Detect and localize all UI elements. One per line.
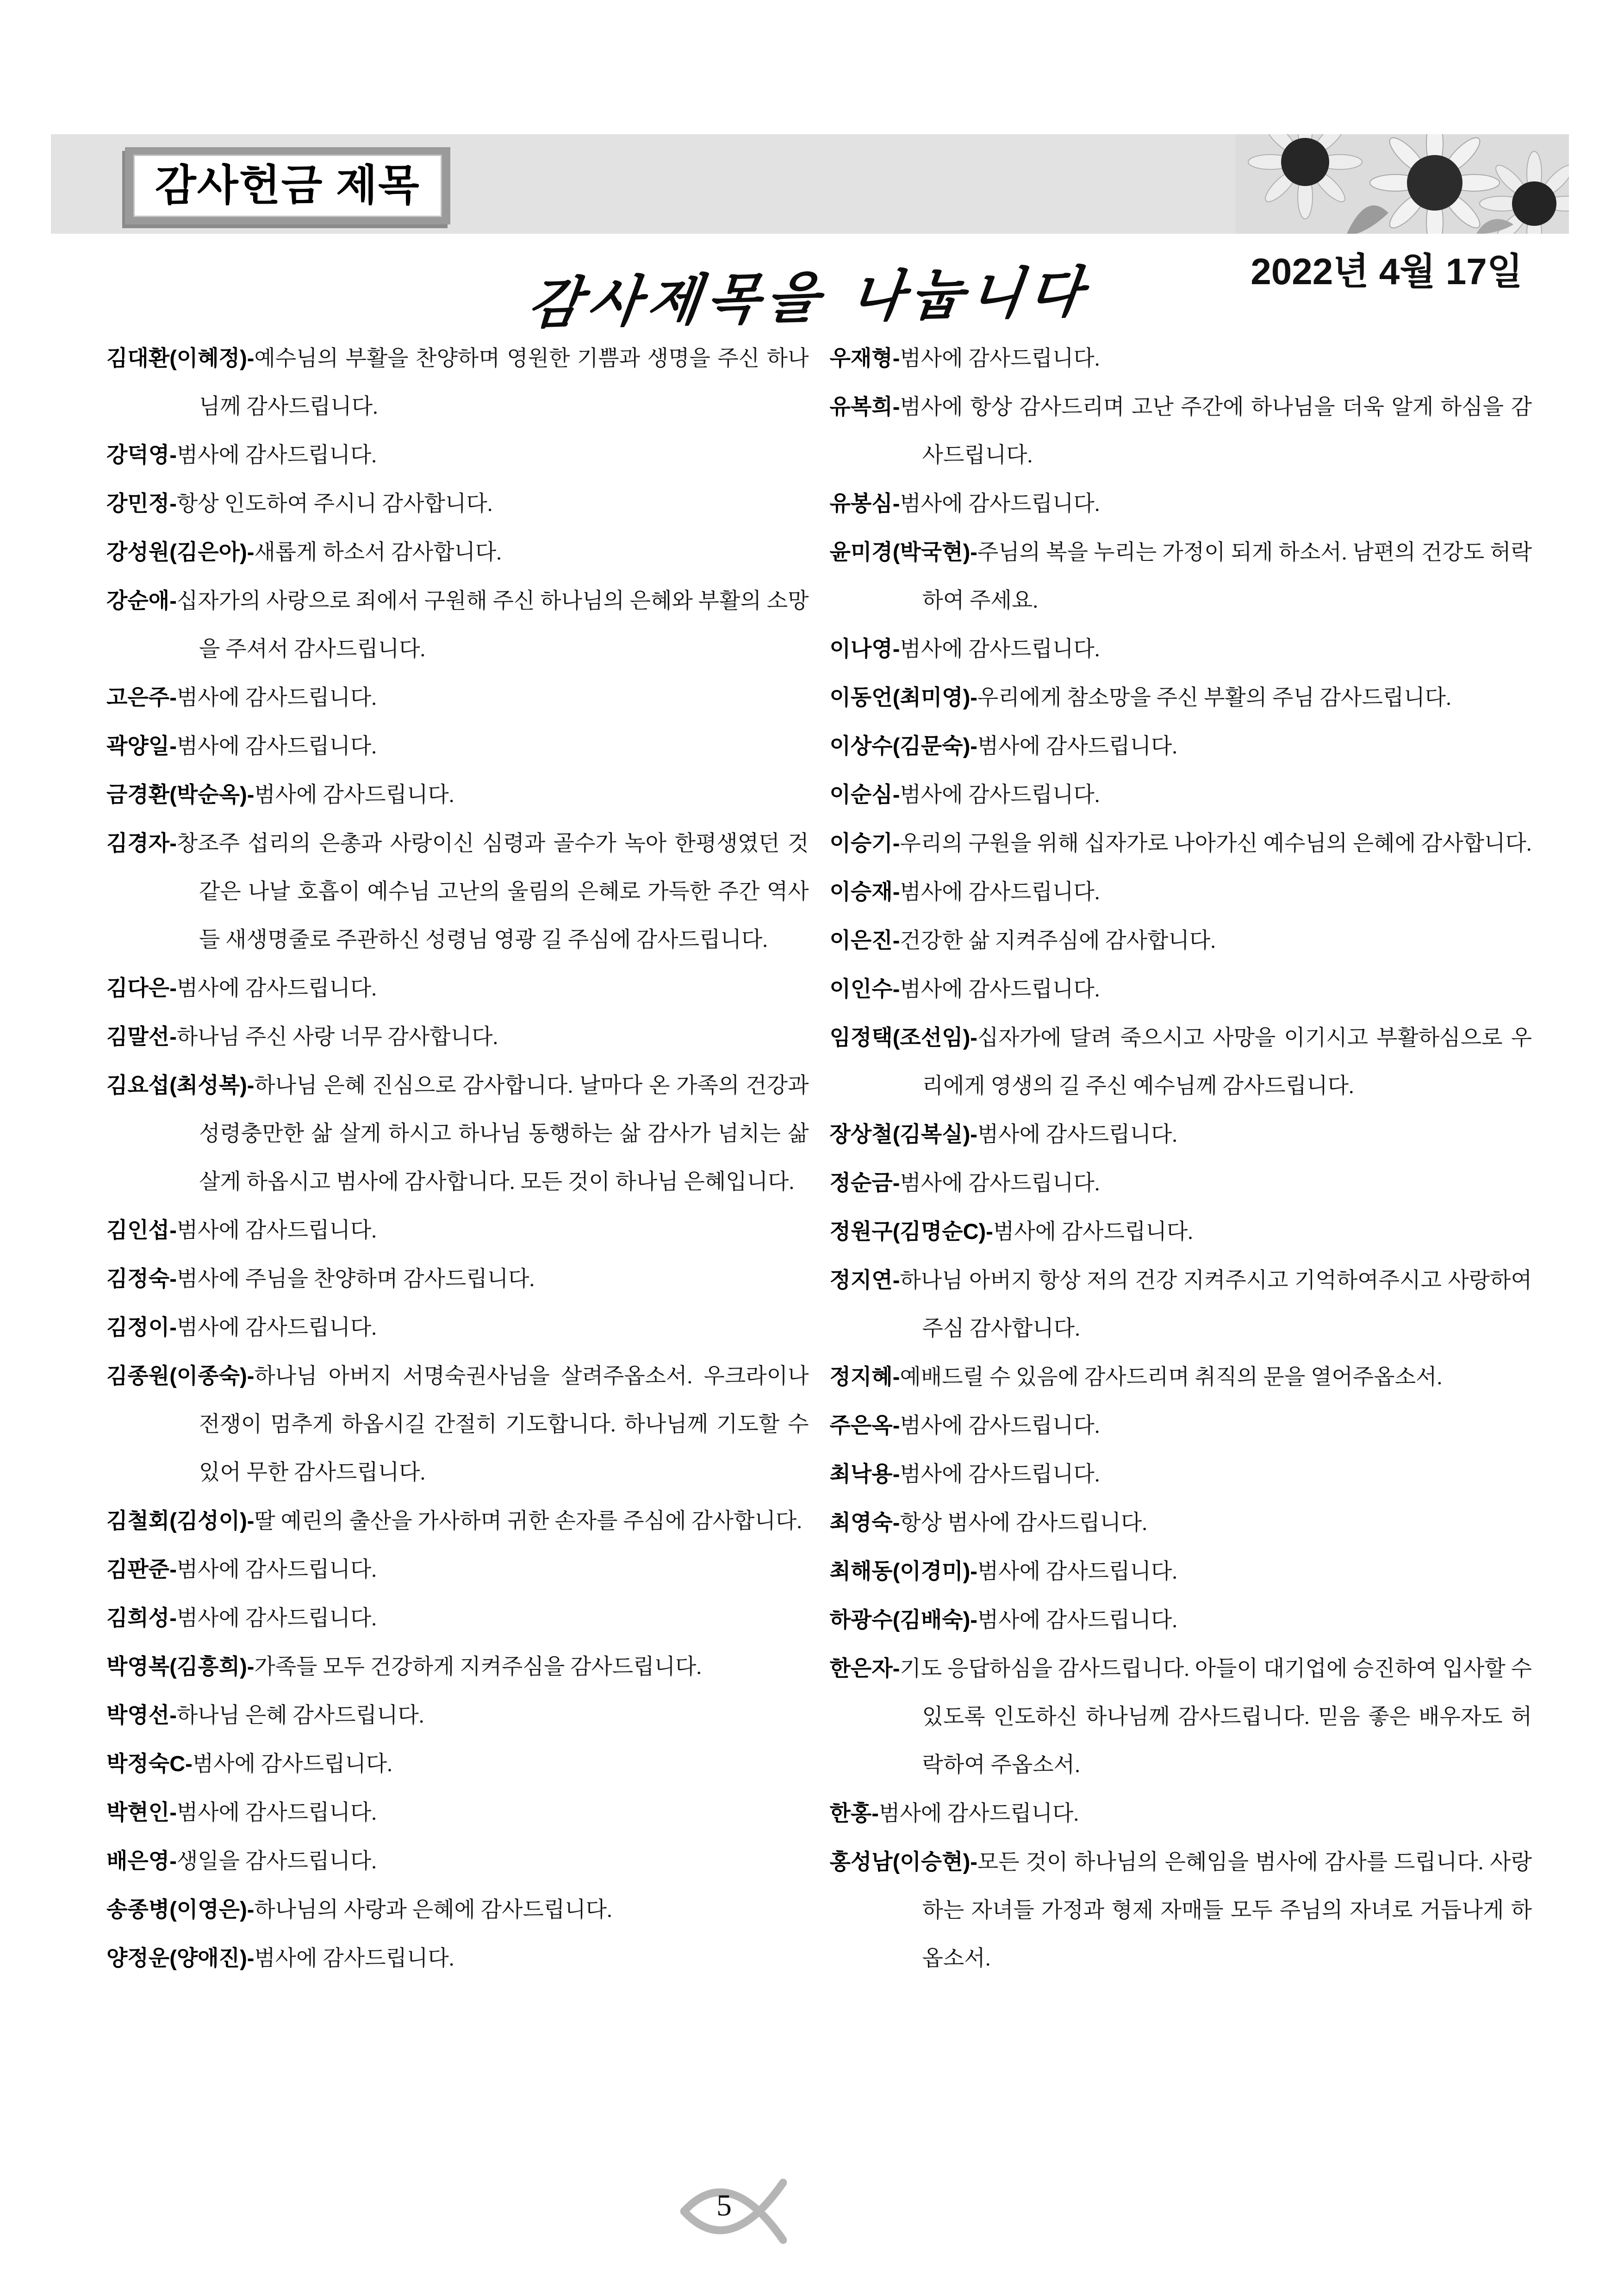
entry — [830, 479, 1532, 528]
entry — [106, 1837, 809, 1885]
entry — [106, 1013, 809, 1061]
entry-name: 홍성남(이승현)- — [829, 1849, 977, 1874]
entry-name: 김정숙- — [106, 1266, 177, 1291]
entry-text: 범사에 감사드립니다. — [878, 1802, 1079, 1826]
entry-text: 창조주 섭리의 은총과 사랑이신 심령과 골수가 녹아 한평생였던 것 같은 나날 호흡이 예수님 고난의 울림의 은혜로 가득한 주간 역사들 새생명줄로 주관하신 성령님 영광 길 주심에 감사드립니다. — [176, 832, 809, 952]
entry-text: 기도 응답하심을 감사드립니다. 아들이 대기업에 승진하여 입사할 수 있도록 인도하신 하나님께 감사드립니다. 믿음 좋은 배우자도 허락하여 주옵소서. — [900, 1657, 1532, 1777]
entry — [830, 334, 1532, 383]
entry-text: 가족들 모두 건강하게 지켜주심을 감사드립니다. — [254, 1655, 702, 1679]
entry-name: 이동언(최미영)- — [829, 685, 977, 709]
entry-name: 최영숙- — [829, 1510, 900, 1535]
entry — [830, 1499, 1532, 1547]
entry — [830, 1256, 1532, 1353]
entry-name: 최해동(이경미)- — [829, 1559, 977, 1583]
entry-text: 범사에 감사드립니다. — [176, 734, 377, 759]
entry-name: 박정숙C- — [106, 1751, 193, 1776]
entry-text: 범사에 감사드립니다. — [900, 880, 1100, 904]
entry-name: 정지혜- — [829, 1364, 900, 1389]
entry-text: 예수님의 부활을 찬양하며 영원한 기쁨과 생명을 주신 하나님께 감사드립니다. — [199, 347, 809, 419]
entry-name: 배은영- — [106, 1848, 177, 1873]
entry — [830, 1596, 1532, 1644]
entry-name: 이순심- — [829, 782, 900, 807]
entry-text: 하나님 은혜 진심으로 감사합니다. 날마다 온 가족의 건강과 성령충만한 삶 살게 하시고 하나님 동행하는 삶 감사가 넘치는 삶 살게 하옵시고 범사에 감사합니다. 모든 것이 하나님 은혜입니다. — [199, 1074, 809, 1194]
entry — [830, 1014, 1532, 1110]
entry-name: 김철회(김성이)- — [106, 1508, 255, 1533]
entry-name: 김다은- — [106, 976, 177, 1000]
entry — [106, 722, 809, 771]
entry-text: 범사에 감사드립니다. — [254, 1947, 454, 1971]
entry — [830, 1110, 1532, 1159]
entry-text: 우리에게 참소망을 주신 부활의 주님 감사드립니다. — [977, 686, 1451, 710]
entry-name: 김대환(이혜정)- — [106, 346, 255, 370]
section-title-frame — [125, 147, 450, 224]
entry-text: 범사에 감사드립니다. — [900, 783, 1100, 807]
entry — [106, 1885, 809, 1934]
entry-text: 주님의 복을 누리는 가정이 되게 하소서. 남편의 건강도 허락하여 주세요. — [922, 541, 1532, 613]
entry-text: 건강한 삶 지켜주심에 감사합니다. — [900, 929, 1216, 953]
entry-name: 강순애- — [106, 588, 177, 613]
entry-text: 하나님 은혜 감사드립니다. — [176, 1704, 424, 1728]
entry — [106, 1061, 809, 1206]
entry-text: 범사에 감사드립니다. — [176, 1801, 377, 1825]
entry-name: 우재형- — [829, 346, 900, 370]
entry-text: 하나님 아버지 항상 저의 건강 지켜주시고 기억하여주시고 사랑하여 주심 감사합니다. — [900, 1269, 1532, 1341]
entry-text: 십자가의 사랑으로 죄에서 구원해 주신 하나님의 은혜와 부활의 소망을 주셔서 감사드립니다. — [176, 589, 809, 661]
header-banner — [51, 134, 1569, 234]
entry-name: 박영복(김흥희)- — [106, 1654, 255, 1679]
entry — [830, 771, 1532, 819]
entry-name: 박영선- — [106, 1703, 177, 1727]
entry-name: 이나영- — [829, 636, 900, 661]
entry — [106, 1934, 809, 1983]
entry-name: 윤미경(박국현)- — [829, 540, 977, 564]
entry-text: 범사에 감사드립니다. — [176, 1316, 377, 1340]
entry — [830, 625, 1532, 673]
entry-name: 이은진- — [829, 928, 900, 952]
entry — [106, 479, 809, 528]
entry-text: 범사에 항상 감사드리며 고난 주간에 하나님을 더욱 알게 하심을 감사드립니다. — [900, 395, 1532, 467]
entry-name: 김인섭- — [106, 1218, 177, 1242]
entry — [106, 673, 809, 722]
entry-name: 정원구(김명순C)- — [829, 1219, 993, 1244]
entry — [106, 528, 809, 577]
entry-text: 범사에 감사드립니다. — [977, 1608, 1177, 1632]
entry-name: 하광수(김배숙)- — [829, 1607, 977, 1632]
entry — [830, 722, 1532, 771]
entry-name: 장상철(김복실)- — [829, 1122, 977, 1146]
entry-text: 범사에 감사드립니다. — [192, 1752, 392, 1776]
entry-text: 범사에 감사드립니다. — [977, 1123, 1177, 1147]
entry — [106, 1255, 809, 1303]
entry-text: 하나님의 사랑과 은혜에 감사드립니다. — [254, 1898, 612, 1922]
entry-text: 새롭게 하소서 감사합니다. — [254, 541, 502, 565]
entry — [106, 1545, 809, 1594]
entry — [106, 1691, 809, 1740]
entry — [830, 1547, 1532, 1596]
ichthys-fish-icon — [680, 2175, 787, 2254]
entry-text: 하나님 아버지 서명숙권사님을 살려주옵소서. 우크라이나 전쟁이 멈추게 하옵시길 간절히 기도합니다. 하나님께 기도할 수 있어 무한 감사드립니다. — [199, 1364, 809, 1485]
entry-text: 범사에 감사드립니다. — [900, 977, 1100, 1002]
entry — [106, 1206, 809, 1255]
entry — [106, 771, 809, 819]
entry-text: 범사에 감사드립니다. — [176, 1219, 377, 1243]
entry-name: 한홍- — [829, 1801, 879, 1825]
entry-name: 유복희- — [829, 394, 900, 419]
entry-text: 범사에 감사드립니다. — [900, 1414, 1100, 1438]
entry-text: 우리의 구원을 위해 십자가로 나아가신 예수님의 은혜에 감사합니다. — [900, 832, 1532, 856]
entry-name: 주은옥- — [829, 1413, 900, 1437]
entry — [106, 577, 809, 673]
entry — [106, 1643, 809, 1691]
entry — [106, 1303, 809, 1352]
entry-name: 유봉심- — [829, 491, 900, 516]
entry-name: 고은주- — [106, 685, 177, 709]
entry-name: 양정운(양애진)- — [106, 1946, 255, 1970]
entry-name: 김말선- — [106, 1024, 177, 1049]
date-label: 2022년 4월 17일 — [1251, 251, 1523, 292]
entry-text: 모든 것이 하나님의 은혜임을 범사에 감사를 드립니다. 사랑하는 자녀들 가정과 형제 자매들 모두 주님의 자녀로 거듭나게 하옵소서. — [922, 1850, 1532, 1971]
entry-text: 항상 인도하여 주시니 감사합니다. — [176, 492, 493, 516]
entry-name: 이인수- — [829, 977, 900, 1001]
entry — [830, 1207, 1532, 1256]
entry — [830, 1353, 1532, 1401]
entries-column-right — [830, 334, 1532, 1983]
entry — [106, 964, 809, 1013]
entry-text: 범사에 감사드립니다. — [176, 1606, 377, 1630]
entries-column-left — [106, 334, 809, 1983]
entry-name: 최낙용- — [829, 1462, 900, 1486]
entry — [106, 334, 809, 431]
entry — [830, 1644, 1532, 1789]
entry-name: 이상수(김문숙)- — [829, 734, 977, 758]
entry-text: 범사에 감사드립니다. — [900, 1171, 1100, 1195]
entry — [106, 1788, 809, 1837]
sunflower-photo — [1236, 134, 1569, 234]
entry-name: 강덕영- — [106, 442, 177, 467]
entry-text: 범사에 감사드립니다. — [900, 1462, 1100, 1487]
entry-name: 강민정- — [106, 491, 177, 516]
entry-text: 범사에 감사드립니다. — [176, 977, 377, 1001]
page-footer — [680, 2175, 787, 2254]
entry-text: 범사에 감사드립니다. — [993, 1220, 1193, 1244]
entry-name: 김요섭(최성복)- — [106, 1073, 255, 1097]
entry-name: 임정택(조선임)- — [829, 1025, 977, 1050]
section-title: 감사헌금 제목 — [155, 162, 420, 209]
page-number: 5 — [716, 2189, 732, 2222]
entry-text: 하나님 주신 사랑 너무 감사합니다. — [176, 1025, 498, 1049]
entry — [830, 1789, 1532, 1838]
entry-name: 김종원(이종숙)- — [106, 1363, 255, 1388]
entry-text: 생일을 감사드립니다. — [176, 1849, 377, 1873]
entry — [106, 431, 809, 479]
entry-name: 이승재- — [829, 879, 900, 904]
entry-text: 범사에 감사드립니다. — [900, 637, 1100, 661]
entry-text: 범사에 감사드립니다. — [176, 443, 377, 467]
entry-name: 한은자- — [829, 1656, 900, 1680]
entry-name: 김희성- — [106, 1605, 177, 1630]
handwritten-subtitle-text: 감사제목을 나눕니다 — [524, 259, 1093, 336]
entry-text: 범사에 감사드립니다. — [900, 347, 1100, 371]
entry-text: 예배드릴 수 있음에 감사드리며 취직의 문을 열어주옵소서. — [900, 1365, 1443, 1389]
entry — [830, 1159, 1532, 1207]
entry — [830, 528, 1532, 625]
entry-text: 범사에 감사드립니다. — [977, 1560, 1177, 1584]
entry-name: 강성원(김은아)- — [106, 540, 255, 564]
entry — [830, 1838, 1532, 1983]
entry — [106, 1740, 809, 1788]
entry — [830, 916, 1532, 965]
entry-name: 금경환(박순옥)- — [106, 782, 255, 807]
entry-name: 송종병(이영은)- — [106, 1897, 255, 1922]
entry-text: 항상 범사에 감사드립니다. — [900, 1511, 1148, 1535]
entry-text: 십자가에 달려 죽으시고 사망을 이기시고 부활하심으로 우리에게 영생의 길 주신 예수님께 감사드립니다. — [922, 1026, 1532, 1098]
section-title-box — [133, 155, 442, 217]
entry — [106, 1594, 809, 1643]
entry-text: 딸 예린의 출산을 가사하며 귀한 손자를 주심에 감사합니다. — [254, 1509, 803, 1533]
entry-name: 김경자- — [106, 831, 177, 855]
entry-name: 곽양일- — [106, 734, 177, 758]
entry-name: 정지연- — [829, 1268, 900, 1292]
entry — [106, 1352, 809, 1497]
entry-text: 범사에 감사드립니다. — [176, 686, 377, 710]
entry — [830, 819, 1532, 868]
entry — [106, 819, 809, 964]
entry-text: 범사에 감사드립니다. — [900, 492, 1100, 516]
entry-name: 이승기- — [829, 831, 900, 855]
entry-text: 범사에 주님을 찬양하며 감사드립니다. — [176, 1267, 535, 1291]
entry-text: 범사에 감사드립니다. — [977, 734, 1177, 759]
entry — [830, 868, 1532, 916]
entry — [830, 383, 1532, 479]
entry-text: 범사에 감사드립니다. — [254, 783, 454, 807]
entry — [830, 1450, 1532, 1499]
entry-name: 박현인- — [106, 1800, 177, 1824]
entry-name: 정순금- — [829, 1170, 900, 1195]
entry — [830, 1401, 1532, 1450]
entry — [830, 965, 1532, 1014]
entry-name: 김판준- — [106, 1557, 177, 1581]
entry — [830, 673, 1532, 722]
entry-text: 범사에 감사드립니다. — [176, 1558, 377, 1582]
entries-columns — [106, 334, 1532, 1983]
entry — [106, 1497, 809, 1545]
entry-name: 김정이- — [106, 1315, 177, 1339]
